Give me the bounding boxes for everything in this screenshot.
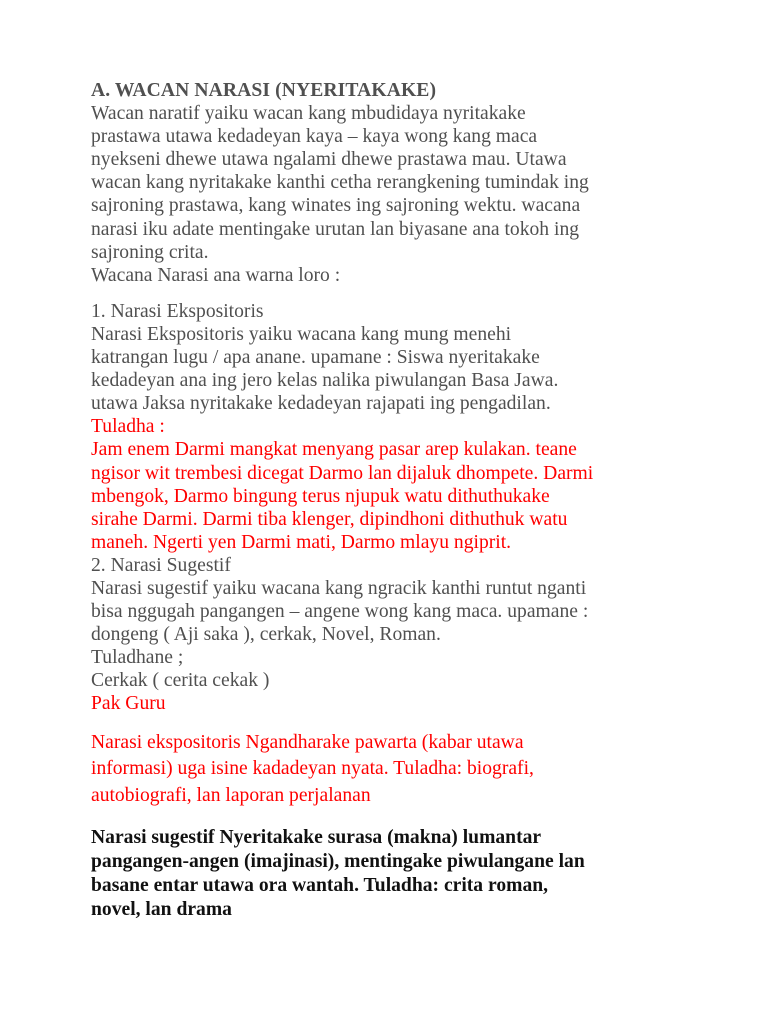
intro-paragraph: Wacan naratif yaiku wacan kang mbudidaya nyritakake prastawa utawa kedadeyan kaya – kaya wong kang maca nyekseni dhewe utawa ngalami dhewe prastawa mau. Utawa wacan kang nyritakake kanthi cetha rerangkening tumindak ing sajroning prastawa, kang winates ing sajroning wektu. wacana narasi iku adate mentingake urutan lan biyasane ana tokoh ing sajroning crita. bbox=[91, 103, 589, 263]
section-expository-example-text: Jam enem Darmi mangkat menyang pasar arep kulakan. teane ngisor wit trembesi dicegat Darmo lan dijaluk dhompete. Darmi mbengok, Darmo bingung terus njupuk watu dithuthukake sirahe Darmi. Darmi tiba klenger, dipindhoni dithuthuk watu maneh. Ngerti yen Darmi mati, Darmo mlayu ngiprit. bbox=[91, 439, 594, 553]
section-expository bbox=[91, 300, 691, 554]
note-expository: Narasi ekspositoris Ngandharake pawarta (kabar utawa informasi) uga isine kadadeyan nyata. Tuladha: biografi, autobiografi, lan laporan perjalanan bbox=[91, 731, 534, 806]
document-page bbox=[91, 79, 691, 922]
types-intro: Wacana Narasi ana warna loro : bbox=[91, 264, 341, 286]
section-suggestive-body: Narasi sugestif yaiku wacana kang ngracik kanthi runtut nganti bisa nggugah pangangen – angene wong kang maca. upamane : dongeng ( Aji saka ), cerkak, Novel, Roman. bbox=[91, 577, 589, 646]
section-suggestive-example-item: Cerkak ( cerita cekak ) bbox=[91, 670, 270, 692]
section-expository-body: Narasi Ekspositoris yaiku wacana kang mung menehi katrangan lugu / apa anane. upamane : Siswa nyeritakake kedadeyan ana ing jero kelas nalika piwulangan Basa Jawa. utawa Jaksa nyritakake kedadeyan rajapati ing pengadilan. bbox=[91, 323, 559, 415]
note-suggestive: Narasi sugestif Nyeritakake surasa (makna) lumantar pangangen-angen (imajinasi), mentingake piwulangane lan basane entar utawa ora wantah. Tuladha: crita roman, novel, lan drama bbox=[91, 827, 585, 921]
section-expository-example-label: Tuladha : bbox=[91, 416, 165, 438]
section-expository-title: 1. Narasi Ekspositoris bbox=[91, 300, 264, 322]
section-suggestive-example-label: Tuladhane ; bbox=[91, 647, 184, 669]
section-suggestive bbox=[91, 554, 691, 716]
section-suggestive-example-title: Pak Guru bbox=[91, 693, 166, 715]
section-suggestive-title: 2. Narasi Sugestif bbox=[91, 554, 231, 576]
page-heading: A. WACAN NARASI (NYERITAKAKE) bbox=[91, 80, 437, 101]
